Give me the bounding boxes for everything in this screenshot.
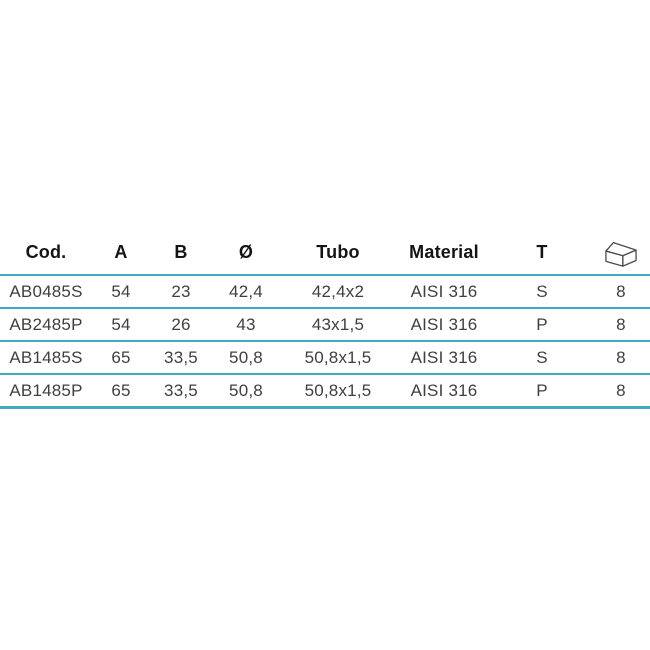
cell-material: AISI 316 — [396, 374, 492, 408]
cell-material: AISI 316 — [396, 308, 492, 341]
cell-tubo: 42,4x2 — [280, 275, 396, 308]
cell-cod: AB2485P — [0, 308, 92, 341]
cell-a: 54 — [92, 275, 150, 308]
cell-diameter: 42,4 — [212, 275, 280, 308]
cell-t: P — [492, 308, 592, 341]
cell-diameter: 43 — [212, 308, 280, 341]
cell-tubo: 50,8x1,5 — [280, 374, 396, 408]
cell-qty: 8 — [592, 308, 650, 341]
column-header-diameter: Ø — [238, 241, 254, 262]
table-row — [0, 275, 650, 308]
column-header-package — [592, 230, 650, 275]
cell-b: 33,5 — [150, 374, 212, 408]
column-header-material: Material — [409, 241, 479, 262]
cell-qty: 8 — [592, 275, 650, 308]
column-header-cod: Cod. — [25, 241, 67, 262]
table-row — [0, 374, 650, 408]
cell-qty: 8 — [592, 374, 650, 408]
cell-b: 23 — [150, 275, 212, 308]
table-row — [0, 308, 650, 341]
column-header-a: A — [114, 241, 128, 262]
product-spec-table — [0, 230, 650, 409]
cell-cod: AB1485S — [0, 341, 92, 374]
cell-t: S — [492, 341, 592, 374]
cell-tubo: 43x1,5 — [280, 308, 396, 341]
cell-b: 33,5 — [150, 341, 212, 374]
column-header-t: T — [536, 241, 548, 262]
cell-t: S — [492, 275, 592, 308]
cell-b: 26 — [150, 308, 212, 341]
cell-tubo: 50,8x1,5 — [280, 341, 396, 374]
cell-qty: 8 — [592, 341, 650, 374]
cell-a: 65 — [92, 374, 150, 408]
package-icon — [600, 236, 642, 268]
cell-diameter: 50,8 — [212, 341, 280, 374]
cell-diameter: 50,8 — [212, 374, 280, 408]
cell-t: P — [492, 374, 592, 408]
cell-cod: AB1485P — [0, 374, 92, 408]
column-header-b: B — [174, 241, 188, 262]
cell-material: AISI 316 — [396, 341, 492, 374]
cell-cod: AB0485S — [0, 275, 92, 308]
table-row — [0, 341, 650, 374]
column-header-tubo: Tubo — [316, 241, 360, 262]
cell-a: 54 — [92, 308, 150, 341]
cell-material: AISI 316 — [396, 275, 492, 308]
header-row — [0, 230, 650, 275]
cell-a: 65 — [92, 341, 150, 374]
